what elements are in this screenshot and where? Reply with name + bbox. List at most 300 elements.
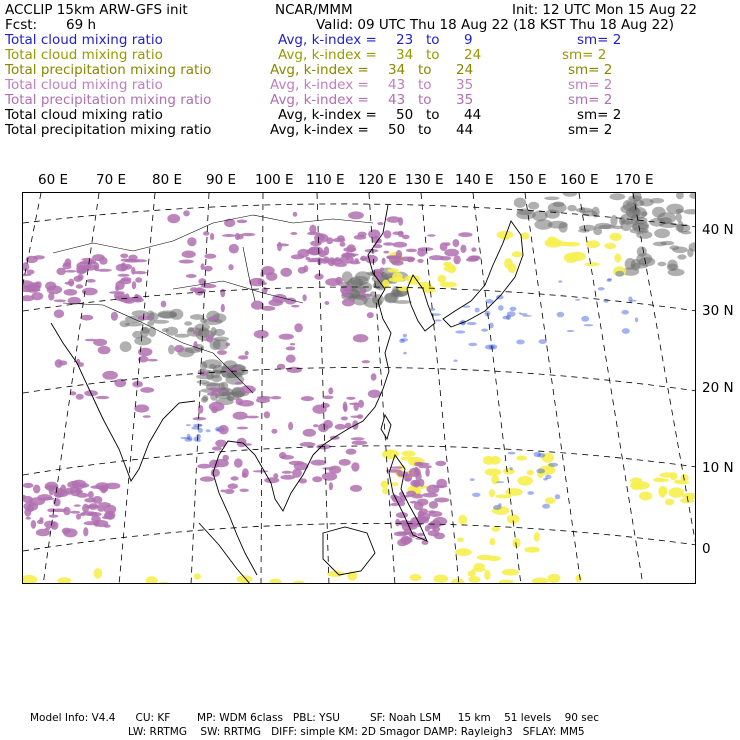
field-to: to: [426, 32, 440, 48]
cloud-blob: [460, 245, 466, 253]
field-k-end: 24: [464, 47, 482, 63]
cloud-blob: [485, 468, 502, 475]
cloud-blob: [614, 253, 621, 262]
cloud-blob: [209, 460, 220, 469]
cloud-blob: [140, 387, 154, 393]
cloud-blob: [234, 458, 243, 467]
cloud-blob: [33, 485, 40, 494]
cloud-blob: [290, 232, 297, 235]
cloud-blob: [228, 483, 238, 489]
cloud-blob: [567, 205, 576, 211]
cloud-blob: [528, 202, 539, 210]
cloud-blob: [322, 396, 333, 400]
cloud-blob: [518, 456, 525, 460]
cloud-blob: [99, 257, 107, 265]
cloud-blob: [291, 305, 299, 308]
cloud-blob: [481, 329, 488, 332]
cloud-blob: [367, 312, 374, 318]
cloud-blob: [245, 416, 259, 419]
cloud-blob: [393, 300, 412, 304]
cloud-blob: [684, 209, 697, 214]
field-k-end: 44: [456, 122, 474, 138]
cloud-blob: [350, 485, 362, 492]
cloud-blob: [443, 262, 453, 267]
cloud-blob: [417, 259, 423, 263]
cloud-blob: [377, 222, 383, 225]
cloud-blob: [610, 193, 626, 200]
cloud-blob: [454, 360, 458, 362]
cloud-blob: [287, 367, 302, 373]
cloud-blob: [621, 310, 629, 315]
cloud-blob: [80, 315, 93, 321]
cloud-blob: [368, 390, 381, 398]
field-to: to: [418, 77, 432, 93]
cloud-blob: [264, 411, 270, 418]
cloud-blob: [382, 487, 388, 494]
cloud-blob: [308, 246, 323, 255]
cloud-blob: [383, 251, 389, 254]
cloud-blob: [121, 277, 131, 281]
longitude-label: 120 E: [358, 172, 397, 188]
cloud-blob: [68, 279, 74, 287]
cloud-blob: [343, 404, 347, 412]
cloud-blob: [659, 488, 666, 498]
cloud-blob: [457, 538, 464, 543]
cloud-blob: [314, 273, 323, 279]
cloud-blob: [328, 387, 333, 394]
coastline-layer: [51, 205, 523, 584]
cloud-blob: [351, 462, 359, 471]
field-name: Total cloud mixing ratio: [5, 47, 163, 63]
cloud-blob: [489, 344, 498, 349]
longitude-label: 70 E: [96, 172, 126, 188]
cloud-blob: [82, 504, 89, 513]
cloud-blob: [167, 214, 180, 223]
cloud-blob: [555, 494, 561, 499]
longitude-line-120: [369, 193, 395, 584]
cloud-blob: [237, 427, 248, 430]
cloud-blob: [217, 350, 227, 355]
field-avg-label: Avg, k-index =: [278, 32, 377, 48]
cloud-blob: [676, 481, 690, 485]
cloud-blob: [193, 330, 198, 335]
cloud-blob: [534, 452, 542, 457]
cloud-blob: [400, 457, 416, 461]
longitude-line-100: [261, 193, 263, 584]
field-name: Total precipitation mixing ratio: [5, 92, 212, 108]
cloud-blob: [468, 343, 477, 346]
cloud-blob: [182, 251, 196, 258]
cloud-blob: [676, 209, 684, 213]
cloud-blob: [288, 422, 293, 431]
cloud-blob: [498, 305, 504, 311]
cloud-blob: [224, 489, 234, 494]
cloud-blob: [23, 483, 34, 488]
cloud-blob: [301, 396, 314, 401]
cloud-blob: [681, 231, 692, 235]
field-smoothing: sm= 2: [568, 92, 613, 108]
cloud-blob: [429, 255, 444, 260]
cloud-blob: [414, 462, 423, 467]
cloud-blob: [382, 258, 386, 265]
cloud-blob: [635, 317, 638, 322]
cloud-blob: [219, 425, 229, 435]
cloud-blob: [300, 442, 316, 447]
field-to: to: [418, 62, 432, 78]
cloud-blob: [503, 468, 515, 474]
cloud-blob: [341, 294, 352, 296]
cloud-blob: [453, 255, 460, 264]
cloud-blob: [432, 524, 439, 527]
cloud-blob: [527, 491, 534, 495]
cloud-blob: [64, 289, 78, 296]
cloud-blob: [659, 472, 676, 477]
cloud-blob: [292, 581, 306, 584]
cloud-blob: [94, 262, 100, 271]
cloud-blob: [383, 242, 394, 246]
cloud-blob: [371, 373, 377, 381]
cloud-blob: [584, 262, 599, 266]
cloud-blob: [510, 467, 513, 470]
cloud-blob: [23, 575, 37, 584]
cloud-blob: [498, 503, 501, 506]
cloud-blob: [225, 343, 230, 347]
cloud-blob: [397, 539, 407, 546]
latitude-line-10: [23, 446, 696, 475]
cloud-blob: [93, 339, 107, 346]
cloud-blob: [120, 341, 132, 352]
cloud-blob: [403, 352, 407, 355]
cloud-blob: [429, 501, 438, 509]
cloud-blob: [604, 243, 616, 249]
cloud-blob: [578, 229, 590, 233]
cloud-blob: [325, 301, 330, 305]
cloud-blob: [341, 416, 348, 420]
cloud-blob: [516, 340, 525, 345]
cloud-blob: [504, 258, 513, 269]
cloud-blob: [386, 216, 400, 223]
cloud-blob: [581, 316, 589, 322]
latitude-label: 0: [702, 541, 711, 557]
cloud-blob: [353, 334, 369, 342]
cloud-blob: [237, 220, 248, 224]
cloud-blob: [414, 502, 424, 511]
cloud-blob: [423, 287, 436, 293]
field-k-end: 35: [456, 77, 474, 93]
cloud-blob: [207, 392, 219, 396]
cloud-blob: [194, 437, 198, 442]
cloud-blob: [313, 424, 319, 427]
cloud-blob: [576, 575, 582, 583]
cloud-blob: [471, 247, 476, 251]
field-to: to: [418, 122, 432, 138]
field-avg-label: Avg, k-index =: [270, 122, 369, 138]
cloud-blob: [471, 256, 481, 261]
cloud-blob: [491, 527, 500, 532]
cloud-blob: [222, 234, 236, 237]
cloud-blob: [340, 256, 354, 264]
cloud-blob: [337, 235, 345, 241]
cloud-blob: [211, 469, 220, 477]
cloud-blob: [575, 299, 580, 301]
cloud-blob: [534, 532, 540, 542]
cloud-blob: [186, 274, 197, 278]
cloud-blob: [233, 412, 248, 420]
cloud-blob: [398, 231, 404, 237]
cloud-blob: [342, 299, 355, 307]
cloud-blob: [26, 517, 32, 520]
cloud-blob: [335, 424, 346, 430]
cloud-blob: [236, 575, 252, 583]
cloud-blob: [229, 244, 239, 254]
cloud-blob: [524, 547, 539, 553]
cloud-blob: [279, 334, 294, 340]
cloud-blob: [209, 402, 225, 412]
cloud-blob: [88, 491, 94, 499]
cloud-blob: [542, 504, 550, 509]
cloud-blob: [72, 480, 87, 490]
cloud-blob: [468, 576, 480, 583]
cloud-blob: [396, 512, 408, 518]
cloud-blob: [455, 330, 465, 333]
cloud-blob: [386, 256, 392, 260]
coastline-borneo: [323, 527, 375, 575]
center-label: NCAR/MMM: [275, 2, 353, 18]
cloud-blob: [512, 251, 523, 257]
cloud-blob: [434, 498, 449, 503]
cloud-blob: [193, 341, 197, 350]
init-time: Init: 12 UTC Mon 15 Aug 22: [512, 2, 697, 18]
cloud-blob: [324, 246, 329, 255]
cloud-blob: [622, 328, 630, 334]
field-avg-label: Avg, k-index =: [278, 107, 377, 123]
cloud-blob: [70, 511, 81, 514]
cloud-blob: [239, 489, 249, 492]
cloud-blob: [553, 202, 565, 207]
longitude-label: 130 E: [405, 172, 444, 188]
cloud-blob: [396, 250, 402, 259]
cloud-blob: [238, 355, 248, 359]
field-avg-label: Avg, k-index =: [270, 62, 369, 78]
cloud-blob: [458, 232, 472, 237]
cloud-blob: [496, 481, 504, 483]
cloud-blob: [639, 492, 652, 501]
cloud-blob: [489, 489, 495, 497]
cloud-blob: [435, 461, 446, 466]
cloud-blob: [639, 257, 656, 266]
cloud-blob: [281, 455, 294, 460]
longitude-label: 100 E: [255, 172, 294, 188]
cloud-blob: [329, 482, 333, 490]
cloud-blob: [98, 346, 111, 354]
cloud-blob: [76, 265, 87, 274]
cloud-blob: [303, 265, 308, 272]
cloud-blob: [257, 396, 272, 399]
cloud-blob: [311, 460, 327, 466]
model-title: ACCLIP 15km ARW-GFS init: [5, 2, 188, 18]
cloud-blob: [166, 327, 179, 336]
cloud-blob: [214, 390, 228, 393]
cloud-blob: [54, 299, 67, 302]
longitude-line-140: [473, 193, 521, 584]
cloud-blob: [470, 478, 475, 481]
cloud-blob: [365, 255, 378, 264]
cloud-blob: [286, 346, 296, 350]
field-to: to: [426, 107, 440, 123]
longitude-line-70: [43, 193, 99, 584]
cloud-blob: [282, 471, 293, 474]
cloud-blob: [44, 521, 56, 529]
cloud-blob: [39, 517, 43, 522]
cloud-blob: [208, 316, 217, 320]
map-canvas: [23, 193, 696, 584]
cloud-blob: [346, 449, 357, 455]
cloud-blob: [394, 531, 408, 536]
cloud-blob: [676, 213, 682, 222]
field-smoothing: sm= 2: [568, 122, 613, 138]
cloud-blob: [467, 322, 477, 325]
cloud-blob: [206, 370, 214, 380]
field-smoothing: sm= 2: [568, 77, 613, 93]
field-k-start: 43: [388, 92, 406, 108]
cloud-blob: [437, 275, 446, 283]
cloud-blob: [289, 461, 304, 465]
cloud-blob: [293, 212, 298, 217]
cloud-blob: [134, 404, 149, 412]
cloud-blob: [239, 400, 255, 407]
cloud-blob: [202, 395, 208, 401]
cloud-blob: [477, 555, 494, 561]
cloud-blob: [317, 234, 325, 241]
cloud-blob: [64, 488, 75, 495]
cloud-blob: [94, 568, 103, 579]
cloud-blob: [586, 240, 600, 248]
longitude-label: 160 E: [560, 172, 599, 188]
cloud-blob: [269, 579, 282, 584]
cloud-blob: [232, 367, 240, 371]
cloud-blob: [187, 237, 196, 246]
longitude-label: 110 E: [306, 172, 345, 188]
cloud-blob: [676, 193, 684, 199]
cloud-blob: [264, 477, 279, 483]
cloud-blob: [131, 267, 135, 275]
cloud-blob: [186, 424, 191, 426]
cloud-blob: [74, 504, 81, 506]
cloud-blob: [406, 249, 417, 253]
cloud-blob: [203, 231, 210, 235]
cloud-blob: [235, 382, 243, 385]
cloud-blob: [340, 242, 346, 247]
cloud-blob: [76, 493, 88, 498]
cloud-blob: [56, 268, 66, 275]
cloud-blob: [563, 242, 580, 247]
field-k-start: 50: [388, 122, 406, 138]
cloud-blob: [206, 335, 214, 343]
cloud-blob: [193, 417, 207, 420]
cloud-blob: [271, 429, 277, 434]
field-k-end: 35: [456, 92, 474, 108]
cloud-blob: [111, 312, 118, 321]
cloud-blob: [210, 233, 214, 240]
longitude-label: 60 E: [38, 172, 68, 188]
cloud-blob: [76, 394, 84, 400]
cloud-blob: [179, 260, 194, 264]
cloud-blob: [86, 279, 95, 283]
cloud-blob: [102, 371, 118, 380]
cloud-blob: [222, 455, 229, 461]
cloud-blob: [254, 330, 269, 339]
cloud-blob: [358, 400, 364, 408]
cloud-blob: [297, 249, 309, 258]
cloud-blob: [147, 321, 154, 326]
cloud-blob: [517, 476, 533, 486]
cloud-blob: [326, 237, 333, 244]
cloud-blob: [665, 499, 674, 506]
cloud-blob: [350, 416, 361, 418]
cloud-blob: [354, 402, 359, 411]
coastline-taiwan: [381, 415, 391, 439]
cloud-blob: [36, 529, 51, 537]
cloud-blob: [322, 472, 337, 481]
cloud-blob: [653, 242, 667, 247]
cloud-blob: [91, 485, 104, 489]
field-name: Total cloud mixing ratio: [5, 77, 163, 93]
cloud-blob: [514, 198, 526, 208]
model-info-line1: Model Info: V4.4 CU: KF MP: WDM 6class PBL: YSU SF: Noah LSM 15 km 51 levels 90 sec: [30, 712, 599, 724]
field-avg-label: Avg, k-index =: [270, 92, 369, 108]
coastline-sumatra: [199, 523, 251, 584]
cloud-blob: [197, 380, 210, 384]
cloud-blob: [235, 233, 240, 240]
cloud-blob: [168, 345, 175, 355]
cloud-blob: [360, 256, 366, 261]
cloud-blob: [143, 415, 151, 418]
cloud-blob: [81, 258, 93, 261]
cloud-blob: [390, 503, 399, 506]
cloud-blob: [532, 578, 549, 585]
model-info-line2: LW: RRTMG SW: RRTMG DIFF: simple KM: 2D Smagor DAMP: Rayleigh3 SFLAY: MM5: [128, 726, 585, 738]
cloud-blob: [346, 397, 355, 400]
cloud-blob: [31, 520, 36, 529]
cloud-blob: [115, 285, 119, 291]
cloud-blob: [83, 527, 88, 536]
field-k-start: 23: [396, 32, 414, 48]
cloud-blob: [434, 319, 442, 321]
field-k-end: 24: [456, 62, 474, 78]
cloud-blob: [453, 239, 460, 247]
cloud-blob: [258, 278, 263, 284]
cloud-blob: [653, 478, 664, 482]
field-k-start: 43: [388, 77, 406, 93]
cloud-blob: [138, 316, 152, 321]
cloud-blob: [641, 211, 648, 216]
cloud-blob: [24, 508, 31, 517]
cloud-blob: [183, 210, 190, 216]
cloud-blob: [120, 254, 128, 259]
cloud-blob: [65, 270, 77, 273]
cloud-blob: [180, 437, 189, 439]
cloud-blob: [204, 254, 216, 259]
cloud-blob: [348, 211, 364, 219]
cloud-blob: [261, 266, 275, 275]
cloud-blob: [427, 485, 440, 494]
cloud-blob: [368, 229, 380, 238]
forecast-map: [22, 192, 696, 584]
cloud-blob: [567, 330, 575, 332]
cloud-blob: [312, 405, 326, 414]
cloud-blob: [147, 359, 158, 362]
latitude-label: 40 N: [702, 222, 734, 238]
